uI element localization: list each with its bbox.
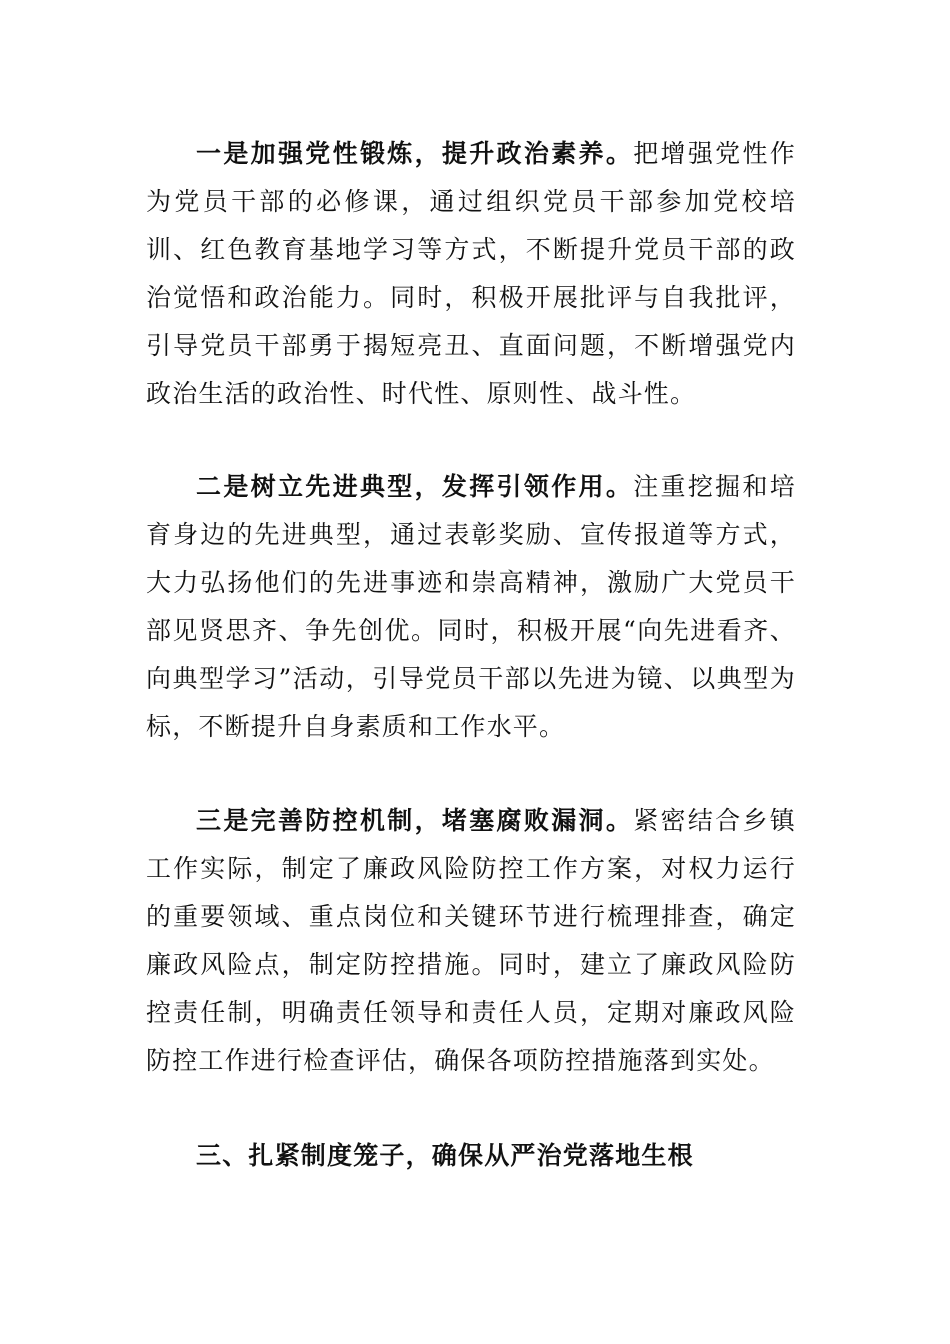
paragraph-advanced-models	[146, 463, 796, 751]
paragraph-lead: 一是加强党性锻炼，提升政治素养。	[196, 139, 634, 168]
section-heading: 三、扎紧制度笼子，确保从严治党落地生根	[196, 1141, 694, 1170]
paragraph-body: 注重挖掘和培育身边的先进典型，通过表彰奖励、宣传报道等方式，大力弘扬他们的先进事迹和崇高精神，激励广大党员干部见贤思齐、争先创优。同时，积极开展“向先进看齐、向典型学习”活动，引导党员干部以先进为镜、以典型为标，不断提升自身素质和工作水平。	[146, 472, 797, 741]
paragraph-lead: 二是树立先进典型，发挥引领作用。	[196, 472, 634, 501]
paragraph-body: 把增强党性作为党员干部的必修课，通过组织党员干部参加党校培训、红色教育基地学习等方式，不断提升党员干部的政治觉悟和政治能力。同时，积极开展批评与自我批评，引导党员干部勇于揭短亮丑、直面问题，不断增强党内政治生活的政治性、时代性、原则性、战斗性。	[146, 139, 797, 408]
paragraph-risk-control	[146, 797, 796, 1085]
paragraph-strengthen-party-spirit	[146, 130, 796, 418]
paragraph-lead: 三是完善防控机制，堵塞腐败漏洞。	[196, 806, 634, 835]
paragraph-body: 紧密结合乡镇工作实际，制定了廉政风险防控工作方案，对权力运行的重要领域、重点岗位和关键环节进行梳理排查，确定廉政风险点，制定防控措施。同时，建立了廉政风险防控责任制，明确责任领导和责任人员，定期对廉政风险防控工作进行检查评估，确保各项防控措施落到实处。	[146, 806, 797, 1075]
